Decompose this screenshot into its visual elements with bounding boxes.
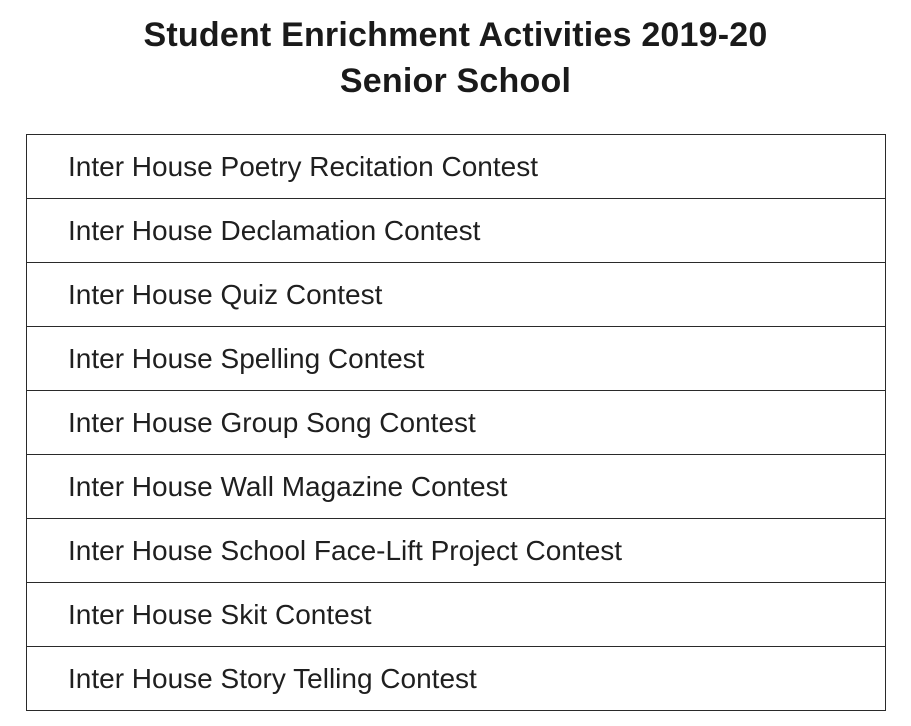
page-subtitle: Senior School (339, 62, 572, 100)
table-row (27, 647, 886, 711)
activity-cell: Inter House Wall Magazine Contest (27, 455, 886, 519)
page-title: Student Enrichment Activities 2019-20 (143, 16, 768, 54)
activity-cell: Inter House Quiz Contest (27, 263, 886, 327)
activity-cell: Inter House Declamation Contest (27, 199, 886, 263)
activities-table (26, 134, 886, 711)
activities-table-body (27, 135, 886, 711)
page-header (0, 12, 911, 104)
activity-cell: Inter House Poetry Recitation Contest (27, 135, 886, 199)
activity-cell: Inter House Story Telling Contest (27, 647, 886, 711)
table-row (27, 199, 886, 263)
activity-cell: Inter House School Face-Lift Project Contest (27, 519, 886, 583)
table-row (27, 519, 886, 583)
activity-cell: Inter House Group Song Contest (27, 391, 886, 455)
table-row (27, 135, 886, 199)
table-row (27, 391, 886, 455)
activity-cell: Inter House Skit Contest (27, 583, 886, 647)
table-row (27, 455, 886, 519)
table-row (27, 263, 886, 327)
table-row (27, 583, 886, 647)
activity-cell: Inter House Spelling Contest (27, 327, 886, 391)
table-row (27, 327, 886, 391)
